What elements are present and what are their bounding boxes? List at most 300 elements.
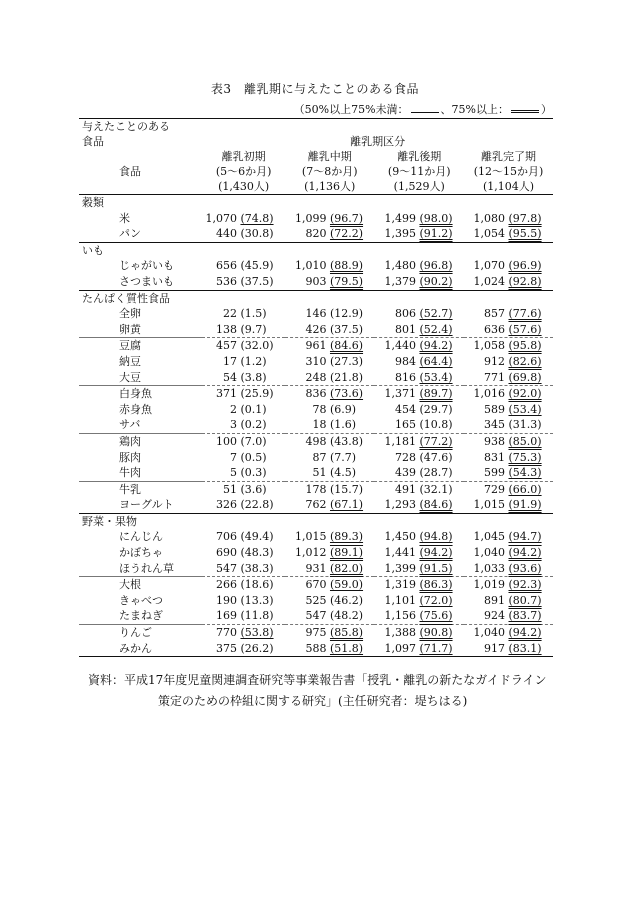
count-value: 1,015 (294, 530, 327, 544)
count-value: 1,099 (294, 211, 327, 225)
percent-value (505, 226, 547, 242)
value-cell (202, 450, 285, 466)
value-cell (202, 561, 285, 577)
category-row (79, 513, 553, 529)
percent-value (237, 608, 279, 624)
percent-text: (94.2) (419, 339, 453, 353)
percent-text: (77.2) (419, 434, 453, 448)
value-cell (464, 338, 553, 354)
count-value: 599 (484, 466, 505, 480)
percent-text: (25.9) (240, 387, 274, 401)
percent-value (416, 577, 458, 593)
table-row (79, 211, 553, 227)
value-cell (202, 593, 285, 609)
count-value: 1,024 (473, 274, 505, 288)
count-value: 912 (484, 354, 505, 368)
percent-value (416, 402, 458, 418)
percent-text: (69.8) (508, 370, 542, 384)
value-cell (464, 370, 553, 386)
blank-cell (374, 195, 464, 211)
table-row (79, 306, 553, 322)
value-cell (374, 529, 464, 545)
food-name: ヨーグルト (119, 498, 174, 512)
blank-cell (374, 290, 464, 306)
percent-text: (32.0) (240, 339, 274, 353)
percent-value (505, 386, 547, 402)
food-table (79, 118, 553, 657)
value-cell (464, 593, 553, 609)
count-value: 1,371 (384, 387, 416, 401)
count-value: 1,379 (384, 274, 416, 288)
percent-text: (6.9) (329, 402, 357, 416)
percent-text: (37.5) (329, 322, 364, 336)
percent-text: (94.2) (508, 546, 542, 560)
percent-value (237, 274, 279, 290)
percent-text: (94.7) (508, 530, 542, 544)
count-value: 903 (305, 274, 327, 288)
value-cell (374, 402, 464, 418)
percent-text: (46.2) (329, 593, 364, 607)
percent-text: (1.6) (329, 418, 357, 432)
double-underline-sample (511, 101, 539, 113)
value-cell (285, 211, 375, 227)
source-note (88, 670, 547, 712)
count-value: 1,070 (205, 211, 237, 225)
value-cell (374, 211, 464, 227)
percent-text: (4.5) (329, 466, 357, 480)
percent-value (505, 577, 547, 593)
percent-value (416, 306, 458, 322)
blank-cell (285, 242, 375, 258)
value-cell (285, 417, 375, 433)
category-label: いも (79, 242, 202, 258)
count-value: 1,040 (473, 626, 505, 640)
percent-value (326, 577, 368, 593)
count-value: 439 (394, 466, 416, 480)
percent-text: (57.6) (508, 322, 542, 336)
table-row (79, 322, 553, 338)
count-value: 1,480 (384, 259, 416, 273)
blank-cell (285, 290, 375, 306)
value-cell (202, 545, 285, 561)
value-cell (285, 354, 375, 370)
percent-text: (18.6) (240, 578, 274, 592)
percent-text: (91.9) (508, 498, 542, 512)
food-table-body (79, 119, 553, 657)
count-value: 820 (305, 227, 327, 241)
percent-value (505, 370, 547, 386)
value-cell (464, 226, 553, 242)
percent-value (416, 211, 458, 227)
percent-value (416, 497, 458, 513)
percent-value (326, 402, 368, 418)
count-value: 498 (305, 434, 327, 448)
count-value: 917 (484, 641, 505, 655)
blank-cell (202, 513, 285, 529)
food-name: サバ (119, 418, 141, 432)
food-name: 豆腐 (79, 338, 202, 354)
percent-text: (1.5) (240, 307, 267, 321)
percent-text: (96.8) (419, 259, 453, 273)
legend-close: ） (541, 103, 552, 116)
percent-value (237, 338, 279, 354)
percent-text: (0.2) (240, 418, 267, 432)
count-value: 165 (394, 418, 416, 432)
percent-text: (97.8) (508, 211, 542, 225)
percent-value (416, 417, 458, 433)
percent-value (326, 211, 368, 227)
count-value: 857 (484, 307, 505, 321)
period-range-2: (7～8か月) (301, 165, 358, 178)
percent-text: (72.2) (329, 227, 364, 241)
percent-value (237, 306, 279, 322)
food-name: パン (119, 227, 141, 241)
count-value: 547 (215, 561, 237, 575)
percent-value (326, 625, 368, 641)
value-cell (285, 338, 375, 354)
count-value: 806 (394, 307, 416, 321)
percent-text: (72.0) (419, 593, 453, 607)
percent-text: (3.8) (240, 370, 267, 384)
table-row (79, 386, 553, 402)
count-value: 938 (484, 434, 505, 448)
percent-value (416, 274, 458, 290)
value-cell (464, 386, 553, 402)
food-name: にんじん (119, 530, 163, 544)
count-value: 831 (484, 450, 505, 464)
percent-value (326, 608, 368, 624)
value-cell (285, 465, 375, 481)
underline-legend (294, 101, 552, 117)
percent-text: (82.6) (508, 354, 542, 368)
percent-value (237, 211, 279, 227)
percent-value (326, 258, 368, 274)
percent-text: (15.7) (329, 482, 364, 496)
percent-value (237, 258, 279, 274)
table-row (79, 545, 553, 561)
percent-value (505, 625, 547, 641)
percent-text: (12.9) (329, 307, 364, 321)
value-cell (285, 226, 375, 242)
value-cell (202, 497, 285, 513)
food-name: 赤身魚 (119, 402, 152, 416)
count-value: 1,016 (473, 387, 505, 401)
count-value: 1,293 (384, 498, 416, 512)
percent-value (326, 226, 368, 242)
count-value: 310 (305, 354, 327, 368)
percent-text: (49.4) (240, 530, 274, 544)
percent-text: (77.6) (508, 307, 542, 321)
value-cell (374, 561, 464, 577)
period-n-1: (1,430人) (218, 180, 270, 193)
value-cell (374, 497, 464, 513)
percent-text: (48.3) (240, 546, 274, 560)
percent-text: (53.8) (240, 626, 274, 640)
percent-text: (47.6) (419, 450, 453, 464)
table-row (79, 450, 553, 466)
period-name-1: 離乳初期 (221, 150, 266, 163)
percent-text: (90.2) (419, 274, 453, 288)
percent-value (237, 370, 279, 386)
percent-text: (94.2) (508, 626, 542, 640)
percent-text: (86.3) (419, 578, 453, 592)
count-value: 801 (394, 322, 416, 336)
value-cell (285, 545, 375, 561)
count-value: 547 (305, 609, 327, 623)
percent-value (505, 641, 547, 657)
value-cell (374, 593, 464, 609)
count-value: 491 (394, 482, 416, 496)
period-name-2: 離乳中期 (307, 150, 352, 163)
value-cell (285, 625, 375, 641)
count-value: 1,450 (384, 530, 416, 544)
header-blank (202, 119, 553, 135)
corner-label-1: 与えたことのある (79, 119, 202, 135)
food-name: 鶏肉 (79, 433, 202, 449)
header-row-1 (79, 119, 553, 135)
count-value: 1,181 (384, 434, 416, 448)
table-row (79, 625, 553, 641)
table-row (79, 561, 553, 577)
percent-value (326, 417, 368, 433)
count-value: 2 (229, 402, 237, 416)
food-name: 米 (119, 211, 130, 225)
table-row (79, 497, 553, 513)
percent-text: (32.1) (419, 482, 453, 496)
percent-value (326, 274, 368, 290)
blank-cell (202, 195, 285, 211)
percent-text: (85.0) (508, 434, 542, 448)
value-cell (285, 497, 375, 513)
percent-value (237, 450, 279, 466)
percent-value (237, 402, 279, 418)
percent-text: (21.8) (329, 370, 364, 384)
percent-value (505, 545, 547, 561)
percent-value (326, 529, 368, 545)
single-underline-sample (411, 103, 439, 113)
percent-value (326, 561, 368, 577)
value-cell (374, 322, 464, 338)
percent-text: (92.3) (508, 578, 542, 592)
count-value: 190 (215, 593, 237, 607)
value-cell (464, 545, 553, 561)
percent-text: (74.8) (240, 211, 274, 225)
count-value: 22 (222, 307, 237, 321)
value-cell (374, 306, 464, 322)
value-cell (202, 402, 285, 418)
percent-text: (96.7) (329, 211, 364, 225)
food-name: 大根 (79, 577, 202, 593)
count-value: 706 (215, 530, 237, 544)
percent-value (416, 529, 458, 545)
percent-text: (64.4) (419, 354, 453, 368)
count-value: 5 (229, 466, 237, 480)
percent-text: (92.0) (508, 387, 542, 401)
percent-text: (10.8) (419, 418, 453, 432)
count-value: 770 (215, 626, 237, 640)
percent-text: (95.5) (508, 227, 542, 241)
percent-value (237, 322, 279, 338)
percent-text: (51.8) (329, 641, 364, 655)
percent-text: (0.3) (240, 466, 267, 480)
count-value: 1,097 (384, 641, 416, 655)
percent-value (505, 482, 547, 498)
percent-text: (89.7) (419, 387, 453, 401)
value-cell (202, 529, 285, 545)
percent-text: (7.7) (329, 450, 357, 464)
table-row (79, 577, 553, 593)
count-value: 51 (222, 482, 237, 496)
percent-value (416, 561, 458, 577)
count-value: 371 (215, 387, 237, 401)
table-row (79, 258, 553, 274)
percent-text: (75.6) (419, 609, 453, 623)
percent-text: (27.3) (329, 354, 364, 368)
period-n-2: (1,136人) (304, 180, 356, 193)
percent-text: (30.8) (240, 227, 274, 241)
source-note-line-1: 資料：平成17年度児童関連調査研究等事業報告書「授乳・離乳の新たなガイドライン (88, 673, 547, 687)
value-cell (202, 274, 285, 290)
value-cell (464, 306, 553, 322)
percent-text: (96.9) (508, 259, 542, 273)
percent-value (505, 529, 547, 545)
period-name-4: 離乳完了期 (480, 150, 536, 163)
header-blank (79, 149, 202, 164)
value-cell (202, 433, 285, 449)
table-row (79, 433, 553, 449)
value-cell (374, 226, 464, 242)
count-value: 975 (305, 626, 327, 640)
percent-text: (52.4) (419, 322, 453, 336)
count-value: 670 (305, 578, 327, 592)
value-cell (374, 370, 464, 386)
percent-value (416, 226, 458, 242)
legend-open: （50%以上75%未満： (293, 103, 409, 116)
percent-text: (54.3) (508, 466, 542, 480)
percent-value (416, 338, 458, 354)
percent-value (237, 529, 279, 545)
table-row (79, 226, 553, 242)
value-cell (464, 465, 553, 481)
value-cell (374, 577, 464, 593)
percent-value (326, 497, 368, 513)
value-cell (374, 274, 464, 290)
period-n-3: (1,529人) (393, 180, 445, 193)
value-cell (464, 641, 553, 657)
percent-value (505, 561, 547, 577)
count-value: 440 (215, 227, 237, 241)
percent-text: (31.3) (508, 418, 542, 432)
count-value: 1,388 (384, 626, 416, 640)
count-value: 3 (229, 418, 237, 432)
value-cell (202, 608, 285, 624)
count-value: 1,395 (384, 227, 416, 241)
percent-text: (0.1) (240, 402, 267, 416)
blank-cell (374, 242, 464, 258)
food-name: 牛乳 (79, 481, 202, 497)
blank-cell (464, 290, 553, 306)
percent-value (505, 608, 547, 624)
count-value: 266 (215, 578, 237, 592)
value-cell (464, 211, 553, 227)
value-cell (202, 211, 285, 227)
count-value: 1,319 (384, 578, 416, 592)
period-range-1: (5～6か月) (215, 165, 272, 178)
percent-text: (79.5) (329, 274, 364, 288)
count-value: 924 (484, 609, 505, 623)
source-note-line-2: 策定のための枠組に関する研究」(主任研究者：堤ちはる) (158, 694, 468, 708)
count-value: 1,441 (384, 546, 416, 560)
percent-value (237, 226, 279, 242)
value-cell (202, 322, 285, 338)
percent-value (416, 258, 458, 274)
percent-text: (26.2) (240, 641, 274, 655)
percent-value (326, 322, 368, 338)
period-range-3: (9～11か月) (387, 165, 451, 178)
food-name: 白身魚 (79, 386, 202, 402)
percent-text: (73.6) (329, 387, 364, 401)
percent-text: (22.8) (240, 498, 274, 512)
value-cell (202, 577, 285, 593)
food-name: じゃがいも (119, 259, 174, 273)
count-value: 1,045 (473, 530, 505, 544)
percent-value (326, 434, 368, 450)
count-value: 1,058 (473, 339, 505, 353)
percent-text: (98.0) (419, 211, 453, 225)
value-cell (285, 433, 375, 449)
category-label: たんぱく質性食品 (79, 290, 202, 306)
value-cell (464, 450, 553, 466)
percent-text: (75.3) (508, 450, 542, 464)
value-cell (374, 433, 464, 449)
percent-text: (11.8) (240, 609, 274, 623)
percent-text: (1.2) (240, 354, 267, 368)
value-cell (374, 465, 464, 481)
value-cell (464, 577, 553, 593)
count-value: 457 (215, 339, 237, 353)
value-cell (464, 274, 553, 290)
percent-text: (53.4) (508, 402, 542, 416)
table-row (79, 641, 553, 657)
percent-value (505, 417, 547, 433)
percent-text: (80.7) (508, 593, 542, 607)
food-name: 納豆 (119, 354, 141, 368)
value-cell (285, 481, 375, 497)
food-name: 牛肉 (119, 466, 141, 480)
count-value: 984 (394, 354, 416, 368)
count-value: 588 (305, 641, 327, 655)
percent-value (326, 306, 368, 322)
count-value: 1,156 (384, 609, 416, 623)
percent-value (237, 545, 279, 561)
percent-value (505, 354, 547, 370)
percent-value (237, 593, 279, 609)
percent-text: (83.1) (508, 641, 542, 655)
table-row (79, 370, 553, 386)
header-blank (79, 179, 202, 195)
category-label: 野菜・果物 (79, 513, 202, 529)
count-value: 1,054 (473, 227, 505, 241)
value-cell (374, 481, 464, 497)
food-name: たまねぎ (119, 609, 163, 623)
percent-value (326, 354, 368, 370)
percent-value (505, 402, 547, 418)
value-cell (464, 608, 553, 624)
table-caption: 表3 離乳期に与えたことのある食品 (210, 82, 420, 96)
count-value: 78 (312, 402, 327, 416)
count-value: 426 (305, 322, 327, 336)
count-value: 1,499 (384, 211, 416, 225)
